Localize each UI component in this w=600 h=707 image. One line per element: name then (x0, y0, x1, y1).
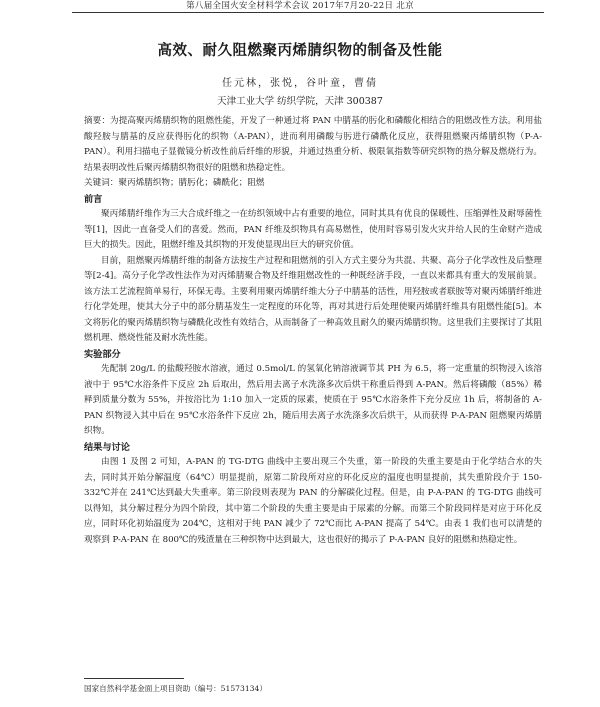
paper-title: 高效、耐久阻燃聚丙烯腈织物的制备及性能 (157, 43, 443, 59)
intro-paragraph-2: 目前，阻燃聚丙烯腈纤维的制备方法按生产过程和阻燃剂的引入方式主要分为共混、共聚、高分子化学改性及后整理等[2-4]。高分子化学改性法作为对丙烯腈聚合物及纤维阻燃改性的一种既经济手段，一直以来都具有重大的发展前景。该方法工艺流程简单易行，环保无毒。主要利用聚丙烯腈纤维大分子中腈基的活性，用羟胺或者联胺等对聚丙烯腈纤维进行化学处理，使其大分子中的部分腈基发生一定程度的环化等，再对其进行后处理使聚丙烯腈纤维具有阻燃性能[5]。本文将肟化的聚丙烯腈织物与磷酰化改性有效结合，从而制备了一种高效且耐久的聚丙烯腈织物。这里我们主要探讨了其阻燃机理、燃烧性能及耐水洗性能。 (84, 255, 542, 343)
abstract: 摘要：为提高聚丙烯腈织物的阻燃性能，开发了一种通过将 PAN 中腈基的肟化和磷酸化相结合的阻燃改性方法。利用盐酸羟胺与腈基的反应获得肟化的织物（A-PAN），进而利用磷酸与肟进行磷酰化反应，获得阻燃聚丙烯腈织物（P-A-PAN）。利用扫描电子显微镜分析改性前后纤维的形貌，并通过热重分析、极限氧指数等研究织物的热分解及燃烧行为。结果表明改性后聚丙烯腈织物很好的阻燃和热稳定性。 (84, 116, 542, 173)
footnote-rule (84, 678, 184, 679)
keywords: 关键词：聚丙烯腈织物；腈肟化；磷酰化；阻燃 (84, 178, 265, 188)
footnote-funding: 国家自然科学基金面上项目资助（编号：51573134） (84, 684, 267, 693)
results-paragraph: 由图 1 及图 2 可知，A-PAN 的 TG-DTG 曲线中主要出现三个失重，第一阶段的失重主要是由于化学结合水的失去，同时其开始分解温度（64℃）明显提前，原第二阶段所对应的环化反应的温度也明显提前，其失重阶段介于 150-332℃并在 241℃达到最大失重率。第三阶段则表现为 PAN 的分解碳化过程。但是，由 P-A-PAN 的 TG-DTG 曲线可以得知，其分解过程分为四个阶段，其中第二个阶段的失重主要是由于尿素的分解。而第三个阶段同样是对应于环化反应，同时环化初始温度为 204℃，这相对于纯 PAN 减少了 72℃而比 A-PAN 提高了 54℃。由表 1 我们也可以清楚的观察到 P-A-PAN 在 800℃的残渣量在三种织物中达到最大，这也很好的揭示了 P-A-PAN 良好的阻燃和热稳定性。 (84, 457, 542, 545)
paper-body (84, 114, 542, 548)
paper-authors: 任元林，张悦，谷叶童，曹倩 (222, 78, 378, 89)
intro-paragraph-1: 聚丙烯腈纤维作为三大合成纤维之一在纺织领域中占有重要的地位，同时其具有优良的保暖性、压缩弹性及耐辱菌性等[1]，因此一直备受人们的喜爱。然而，PAN 纤维及织物具有高易燃性，使用时容易引发火灾并给人民的生命财产造成巨大的损失。因此，阻燃纤维及其织物的开发使显现出巨大的研究价值。 (84, 209, 542, 250)
header-rule (72, 12, 544, 13)
section-heading-results: 结果与讨论 (84, 441, 130, 453)
paper-affiliation: 天津工业大学 纺织学院，天津 300387 (217, 96, 383, 107)
section-heading-experiment: 实验部分 (84, 348, 121, 360)
conference-header: 第八届全国火安全材料学术会议 2017年7月20-22日 北京 (186, 1, 414, 11)
experiment-paragraph: 先配制 20g/L 的盐酸羟胺水溶液，通过 0.5mol/L 的氢氧化钠溶液调节其 PH 为 6.5，将一定重量的织物浸入该溶液中于 95℃水浴条件下反应 2h 后取出，然后用去离子水洗涤多次后烘干称重后得到 A-PAN。然后将磷酸（85%）稀释到质量分数为 55%，并按浴比为 1:10 加入一定质的尿素，使质在于 95℃水浴条件下充分反应 1h 后，将制备的 A-PAN 织物浸入其中后在 95℃水浴条件下反应 2h，随后用去离子水洗涤多次后烘干，从而获得 P-A-PAN 阻燃聚丙烯腈织物。 (84, 364, 542, 436)
section-heading-intro: 前言 (84, 193, 103, 205)
